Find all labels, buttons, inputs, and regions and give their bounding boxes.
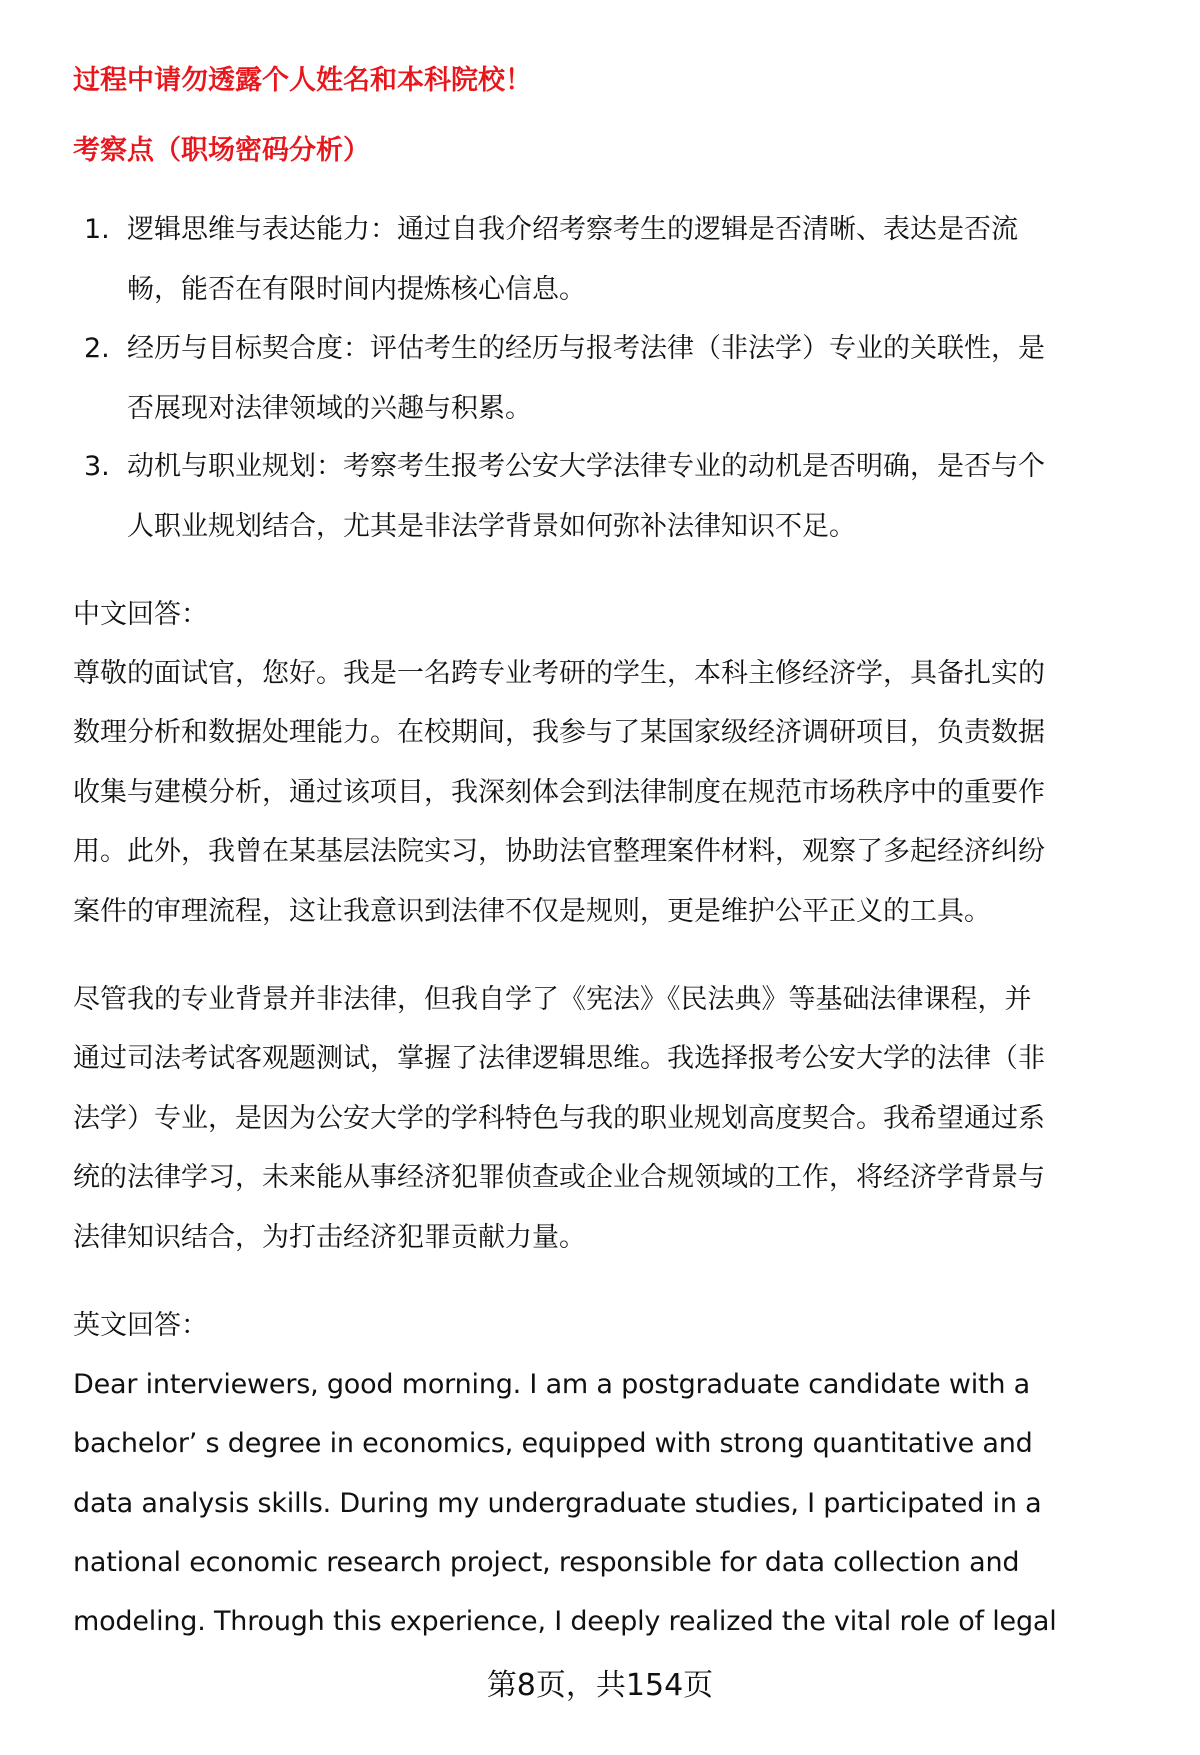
section-heading: 考察点（职场密码分析） bbox=[73, 135, 370, 166]
text-line: 统的法律学习，未来能从事经济犯罪侦查或企业合规领域的工作，将经济学背景与 bbox=[73, 1162, 1045, 1193]
text-line: bachelor’ s degree in economics, equipped with strong quantitative and bbox=[73, 1428, 1033, 1459]
english-answer-label: 英文回答： bbox=[73, 1310, 208, 1341]
list-number: 1. bbox=[84, 214, 110, 245]
warning-heading: 过程中请勿透露个人姓名和本科院校！ bbox=[73, 65, 532, 96]
text-line: 案件的审理流程，这让我意识到法律不仅是规则，更是维护公平正义的工具。 bbox=[73, 896, 991, 927]
list-line: 人职业规划结合，尤其是非法学背景如何弥补法律知识不足。 bbox=[127, 511, 856, 542]
list-line: 畅，能否在有限时间内提炼核心信息。 bbox=[127, 274, 586, 305]
list-line: 逻辑思维与表达能力：通过自我介绍考察考生的逻辑是否清晰、表达是否流 bbox=[127, 214, 1018, 245]
text-line: Dear interviewers, good morning. I am a postgraduate candidate with a bbox=[73, 1369, 1031, 1400]
list-number: 2. bbox=[84, 333, 110, 364]
text-line: modeling. Through this experience, I deeply realized the vital role of legal bbox=[73, 1606, 1057, 1637]
list-line: 否展现对法律领域的兴趣与积累。 bbox=[127, 393, 532, 424]
text-line: 用。此外，我曾在某基层法院实习，协助法官整理案件材料，观察了多起经济纠纷 bbox=[73, 836, 1045, 867]
list-number: 3. bbox=[84, 451, 110, 482]
text-line: 法学）专业，是因为公安大学的学科特色与我的职业规划高度契合。我希望通过系 bbox=[73, 1103, 1045, 1134]
text-line: national economic research project, responsible for data collection and bbox=[73, 1547, 1020, 1578]
list-line: 经历与目标契合度：评估考生的经历与报考法律（非法学）专业的关联性，是 bbox=[127, 333, 1045, 364]
text-line: 法律知识结合，为打击经济犯罪贡献力量。 bbox=[73, 1222, 586, 1253]
text-line: 收集与建模分析，通过该项目，我深刻体会到法律制度在规范市场秩序中的重要作 bbox=[73, 777, 1045, 808]
text-line: 数理分析和数据处理能力。在校期间，我参与了某国家级经济调研项目，负责数据 bbox=[73, 717, 1045, 748]
text-line: 尊敬的面试官，您好。我是一名跨专业考研的学生，本科主修经济学，具备扎实的 bbox=[73, 658, 1045, 689]
text-line: 尽管我的专业背景并非法律，但我自学了《宪法》《民法典》等基础法律课程，并 bbox=[73, 984, 1032, 1015]
text-line: data analysis skills. During my undergraduate studies, I participated in a bbox=[73, 1488, 1042, 1519]
page-number: 第8页，共154页 bbox=[486, 1668, 714, 1703]
text-line: 通过司法考试客观题测试，掌握了法律逻辑思维。我选择报考公安大学的法律（非 bbox=[73, 1043, 1045, 1074]
list-line: 动机与职业规划：考察考生报考公安大学法律专业的动机是否明确，是否与个 bbox=[127, 451, 1045, 482]
chinese-answer-label: 中文回答： bbox=[73, 599, 208, 630]
